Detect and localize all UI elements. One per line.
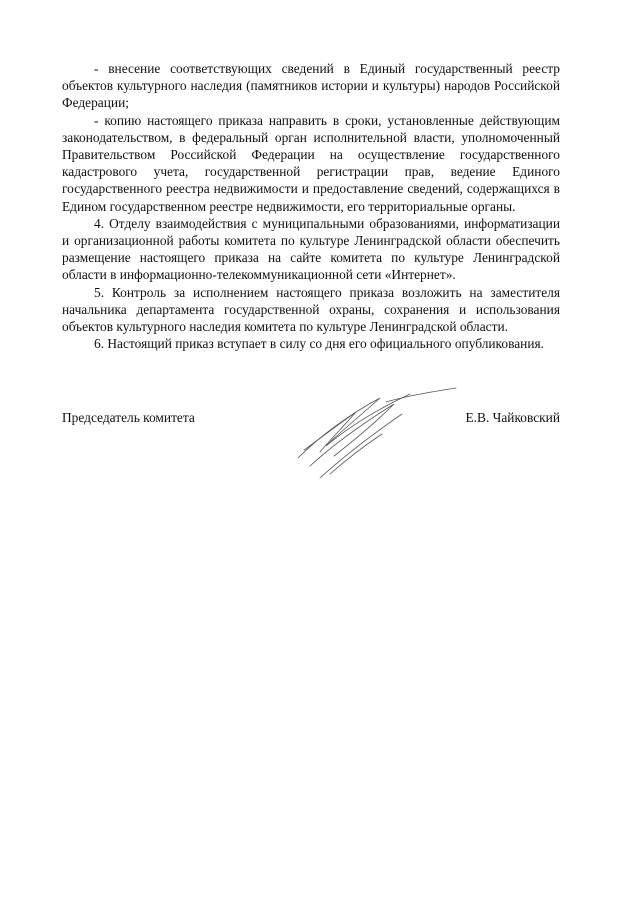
paragraph-item-5: 5. Контроль за исполнением настоящего приказа возложить на заместителя начальника департамента государственной охраны, сохранения и использования объектов культурного наследия комитета по культуре Ленинградской области. — [62, 284, 560, 335]
paragraph-copy-distribution: - копию настоящего приказа направить в сроки, установленные действующим законодательством, в федеральный орган исполнительной власти, уполномоченный Правительством Российской Федерации на осуществление государственного кадастрового учета, государственной регистрации прав, ведение Единого государственного реестра недвижимости и предоставление сведений, содержащихся в Едином государственном реестре недвижимости, его территориальные органы. — [62, 112, 560, 214]
paragraph-item-4: 4. Отделу взаимодействия с муниципальными образованиями, информатизации и организационной работы комитета по культуре Ленинградской области обеспечить размещение настоящего приказа на сайте комитета по культуре Ленинградской области в информационно-телекоммуникационной сети «Интернет». — [62, 215, 560, 283]
document-body — [62, 60, 560, 352]
paragraph-item-6: 6. Настоящий приказ вступает в силу со дня его официального опубликования. — [94, 336, 544, 352]
handwritten-signature — [290, 386, 460, 486]
paragraph-registry-entry: - внесение соответствующих сведений в Единый государственный реестр объектов культурного наследия (памятников истории и культуры) народов Российской Федерации; — [62, 61, 560, 111]
signer-title: Председатель комитета — [62, 410, 195, 425]
signature-block — [62, 386, 560, 496]
signer-name: Е.В. Чайковский — [465, 410, 560, 425]
